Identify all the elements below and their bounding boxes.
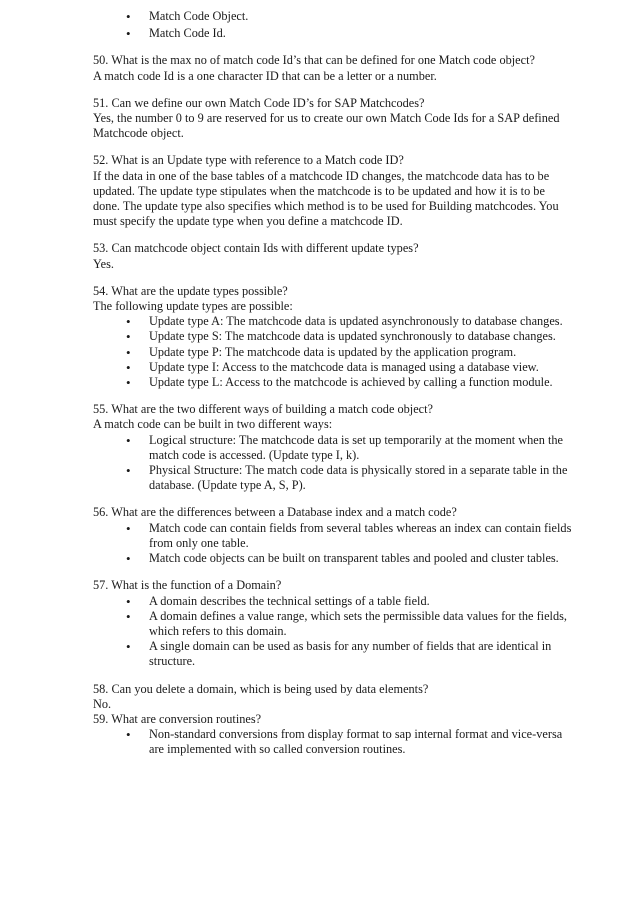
list-item: • Update type P: The matchcode data is updated by the application program. — [93, 345, 573, 360]
qa-block — [93, 96, 573, 142]
list-item: • Update type I: Access to the matchcode data is managed using a database view. — [93, 360, 573, 375]
list-item: • Update type A: The matchcode data is updated asynchronously to database changes. — [93, 314, 573, 329]
list-item: • A domain describes the technical settings of a table field. — [93, 594, 573, 609]
answer-bullet-list — [93, 727, 573, 757]
answer-bullet-list — [93, 433, 573, 494]
answer-bullet-list — [93, 314, 573, 390]
qa-block — [93, 284, 573, 390]
question-text: 50. What is the max no of match code Id’s that can be defined for one Match code object? — [93, 53, 535, 68]
question-text: 56. What are the differences between a Database index and a match code? — [93, 505, 457, 520]
list-item: • A single domain can be used as basis for any number of fields that are identical in structure. — [93, 639, 573, 669]
qa-block — [93, 578, 573, 669]
question-text: 53. Can matchcode object contain Ids with different update types? — [93, 241, 419, 256]
list-item: • Match Code Object. — [93, 9, 573, 24]
qa-block — [93, 241, 573, 271]
qa-section — [93, 53, 573, 757]
answer-text: Yes, the number 0 to 9 are reserved for us to create our own Match Code Ids for a SAP defined Matchcode object. — [93, 111, 560, 141]
qa-block — [93, 682, 573, 712]
question-text: 54. What are the update types possible? — [93, 283, 288, 298]
question-text: 59. What are conversion routines? — [93, 711, 262, 726]
question-text: 52. What is an Update type with reference to a Match code ID? — [93, 153, 404, 168]
answer-text: Yes. — [93, 256, 114, 271]
answer-bullet-list — [93, 594, 573, 670]
list-item: • Non-standard conversions from display format to sap internal format and vice-versa are implemented with so called conversion routines. — [93, 727, 573, 757]
answer-text: No. — [93, 696, 112, 711]
answer-text: The following update types are possible: — [93, 299, 293, 314]
qa-block — [93, 712, 573, 758]
question-text: 57. What is the function of a Domain? — [93, 578, 282, 593]
qa-block — [93, 402, 573, 493]
answer-text: A match code can be built in two different ways: — [93, 417, 333, 432]
qa-block — [93, 505, 573, 566]
list-item: • Logical structure: The matchcode data is set up temporarily at the moment when the match code is accessed. (Update type I, k). — [93, 433, 573, 463]
document-content — [93, 9, 573, 758]
answer-text: A match code Id is a one character ID that can be a letter or a number. — [93, 68, 437, 83]
question-text: 55. What are the two different ways of building a match code object? — [93, 402, 433, 417]
list-item: • A domain defines a value range, which sets the permissible data values for the fields, which refers to this domain. — [93, 609, 573, 639]
answer-text: If the data in one of the base tables of a matchcode ID changes, the matchcode data has to be updated. The update type stipulates when the matchcode is to be updated and how it is to be done. The update type also specifies which method is to be used for Building matchcodes. You must specify the update type when you define a matchcode ID. — [93, 168, 559, 229]
intro-bullet-list — [93, 9, 573, 41]
question-text: 51. Can we define our own Match Code ID’s for SAP Matchcodes? — [93, 95, 425, 110]
answer-bullet-list — [93, 521, 573, 567]
qa-block — [93, 153, 573, 229]
list-item: • Update type S: The matchcode data is updated synchronously to database changes. — [93, 329, 573, 344]
list-item: • Physical Structure: The match code data is physically stored in a separate table in the database. (Update type A, S, P). — [93, 463, 573, 493]
list-item: • Match code objects can be built on transparent tables and pooled and cluster tables. — [93, 551, 573, 566]
list-item: • Match code can contain fields from several tables whereas an index can contain fields from only one table. — [93, 521, 573, 551]
qa-block — [93, 53, 573, 83]
question-text: 58. Can you delete a domain, which is being used by data elements? — [93, 681, 429, 696]
list-item: • Update type L: Access to the matchcode is achieved by calling a function module. — [93, 375, 573, 390]
list-item: • Match Code Id. — [93, 26, 573, 41]
